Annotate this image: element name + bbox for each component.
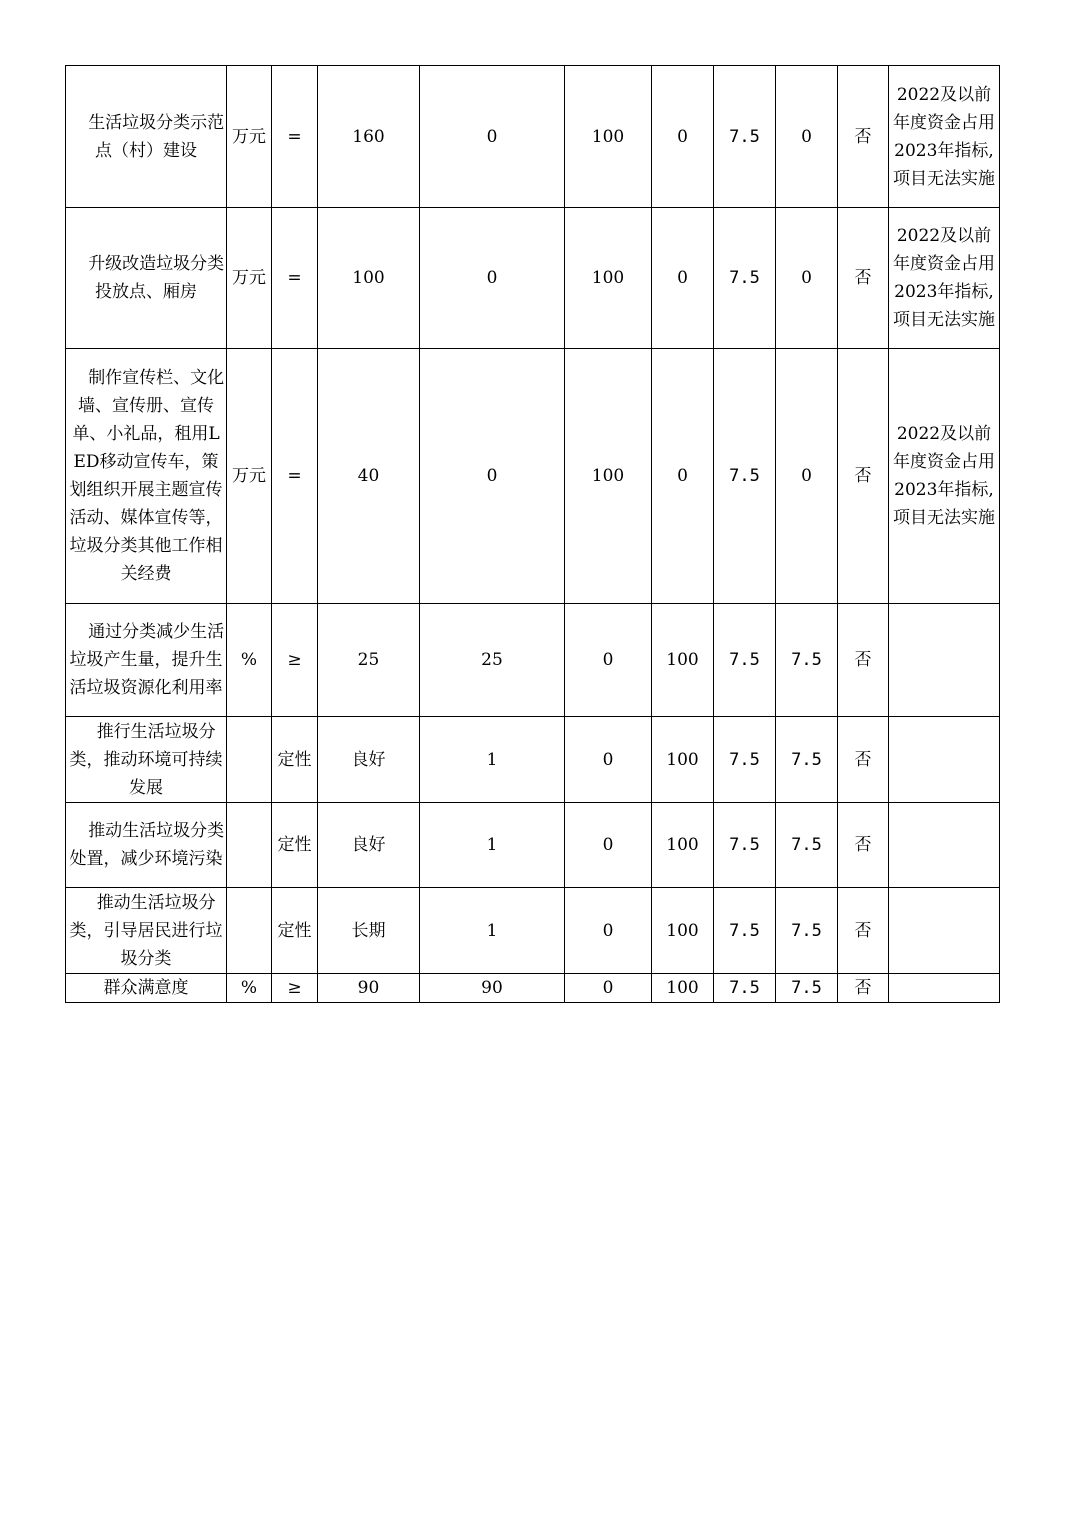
actual-value: 0	[420, 66, 565, 208]
operator-cell: =	[272, 208, 318, 349]
flag-cell: 否	[838, 974, 889, 1003]
score-cell: 0	[776, 208, 838, 349]
target-value: 良好	[318, 717, 420, 803]
operator-cell: ≥	[272, 974, 318, 1003]
value-cell-2: 100	[652, 717, 714, 803]
note-cell: 2022及以前年度资金占用2023年指标,项目无法实施	[889, 208, 1000, 349]
unit-cell: %	[227, 974, 272, 1003]
note-cell	[889, 604, 1000, 717]
value-cell-1: 0	[565, 888, 652, 974]
target-value: 160	[318, 66, 420, 208]
table-row	[66, 888, 1000, 974]
operator-cell: 定性	[272, 888, 318, 974]
table-row	[66, 974, 1000, 1003]
table-row	[66, 604, 1000, 717]
performance-table	[65, 65, 1000, 1003]
indicator-name: 制作宣传栏、文化墙、宣传册、宣传单、小礼品，租用LED移动宣传车，策划组织开展主题宣传活动、媒体宣传等，垃圾分类其他工作相关经费	[66, 349, 227, 604]
value-cell-2: 0	[652, 208, 714, 349]
weight-cell: 7.5	[714, 803, 776, 888]
weight-cell: 7.5	[714, 349, 776, 604]
weight-cell: 7.5	[714, 604, 776, 717]
operator-cell: 定性	[272, 803, 318, 888]
value-cell-2: 100	[652, 974, 714, 1003]
target-value: 25	[318, 604, 420, 717]
target-value: 100	[318, 208, 420, 349]
indicator-name: 推动生活垃圾分类处置，减少环境污染	[66, 803, 227, 888]
weight-cell: 7.5	[714, 888, 776, 974]
table-row	[66, 208, 1000, 349]
unit-cell: 万元	[227, 66, 272, 208]
indicator-name: 通过分类减少生活垃圾产生量，提升生活垃圾资源化利用率	[66, 604, 227, 717]
actual-value: 25	[420, 604, 565, 717]
actual-value: 1	[420, 888, 565, 974]
value-cell-2: 100	[652, 604, 714, 717]
unit-cell	[227, 803, 272, 888]
score-cell: 7.5	[776, 717, 838, 803]
value-cell-1: 0	[565, 604, 652, 717]
weight-cell: 7.5	[714, 66, 776, 208]
unit-cell	[227, 717, 272, 803]
table-row	[66, 66, 1000, 208]
score-cell: 0	[776, 349, 838, 604]
actual-value: 90	[420, 974, 565, 1003]
indicator-name: 生活垃圾分类示范点（村）建设	[66, 66, 227, 208]
flag-cell: 否	[838, 888, 889, 974]
weight-cell: 7.5	[714, 208, 776, 349]
note-cell	[889, 974, 1000, 1003]
flag-cell: 否	[838, 208, 889, 349]
value-cell-1: 0	[565, 803, 652, 888]
operator-cell: ≥	[272, 604, 318, 717]
score-cell: 7.5	[776, 803, 838, 888]
note-cell	[889, 888, 1000, 974]
score-cell: 7.5	[776, 604, 838, 717]
actual-value: 1	[420, 803, 565, 888]
flag-cell: 否	[838, 66, 889, 208]
flag-cell: 否	[838, 604, 889, 717]
indicator-name: 推动生活垃圾分类，引导居民进行垃圾分类	[66, 888, 227, 974]
value-cell-1: 0	[565, 974, 652, 1003]
weight-cell: 7.5	[714, 974, 776, 1003]
target-value: 90	[318, 974, 420, 1003]
value-cell-1: 0	[565, 717, 652, 803]
indicator-name: 群众满意度	[66, 974, 227, 1003]
actual-value: 0	[420, 208, 565, 349]
score-cell: 7.5	[776, 974, 838, 1003]
flag-cell: 否	[838, 349, 889, 604]
actual-value: 0	[420, 349, 565, 604]
flag-cell: 否	[838, 717, 889, 803]
target-value: 40	[318, 349, 420, 604]
indicator-name: 推行生活垃圾分类，推动环境可持续发展	[66, 717, 227, 803]
target-value: 良好	[318, 803, 420, 888]
value-cell-1: 100	[565, 208, 652, 349]
operator-cell: 定性	[272, 717, 318, 803]
score-cell: 0	[776, 66, 838, 208]
table-row	[66, 803, 1000, 888]
value-cell-2: 100	[652, 803, 714, 888]
unit-cell: 万元	[227, 349, 272, 604]
value-cell-2: 0	[652, 349, 714, 604]
table-row	[66, 349, 1000, 604]
value-cell-2: 100	[652, 888, 714, 974]
table-row	[66, 717, 1000, 803]
unit-cell: 万元	[227, 208, 272, 349]
value-cell-2: 0	[652, 66, 714, 208]
weight-cell: 7.5	[714, 717, 776, 803]
target-value: 长期	[318, 888, 420, 974]
unit-cell	[227, 888, 272, 974]
note-cell	[889, 717, 1000, 803]
unit-cell: %	[227, 604, 272, 717]
score-cell: 7.5	[776, 888, 838, 974]
flag-cell: 否	[838, 803, 889, 888]
operator-cell: =	[272, 349, 318, 604]
value-cell-1: 100	[565, 349, 652, 604]
note-cell: 2022及以前年度资金占用2023年指标,项目无法实施	[889, 349, 1000, 604]
value-cell-1: 100	[565, 66, 652, 208]
operator-cell: =	[272, 66, 318, 208]
note-cell: 2022及以前年度资金占用2023年指标,项目无法实施	[889, 66, 1000, 208]
actual-value: 1	[420, 717, 565, 803]
note-cell	[889, 803, 1000, 888]
indicator-name: 升级改造垃圾分类投放点、厢房	[66, 208, 227, 349]
